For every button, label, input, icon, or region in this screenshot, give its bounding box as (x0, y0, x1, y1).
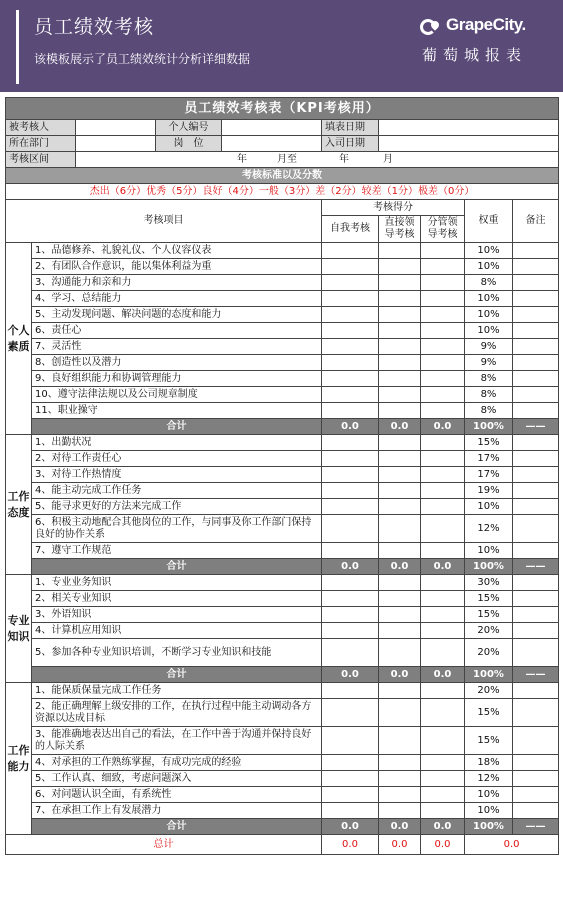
subtotal-leader: 0.0 (379, 559, 421, 575)
manager-score-cell[interactable] (421, 307, 465, 323)
self-score-cell[interactable] (322, 387, 379, 403)
weight-cell: 10% (465, 803, 513, 819)
grand-total-self: 0.0 (322, 835, 379, 855)
note-cell[interactable] (513, 543, 559, 559)
weight-cell: 18% (465, 755, 513, 771)
weight-cell: 19% (465, 483, 513, 499)
note-cell[interactable] (513, 607, 559, 623)
item-text: 9、良好组织能力和协调管理能力 (32, 371, 322, 387)
weight-cell: 10% (465, 291, 513, 307)
manager-score-cell[interactable] (421, 699, 465, 727)
leader-score-cell[interactable] (379, 467, 421, 483)
self-score-cell[interactable] (322, 683, 379, 699)
table-row (6, 771, 559, 787)
page-subtitle: 该模板展示了员工绩效统计分析详细数据 (34, 52, 251, 66)
table-row (6, 307, 559, 323)
weight-cell: 9% (465, 355, 513, 371)
period-label: 考核区间 (6, 152, 76, 168)
item-text: 7、在承担工作上有发展潜力 (32, 803, 322, 819)
manager-score-cell[interactable] (421, 499, 465, 515)
leader-score-cell[interactable] (379, 623, 421, 639)
category-label: 个人素质 (6, 243, 32, 435)
leader-score-cell[interactable] (379, 435, 421, 451)
subtotal-row (6, 559, 559, 575)
item-text: 4、能主动完成工作任务 (32, 483, 322, 499)
manager-score-cell[interactable] (421, 371, 465, 387)
category-label: 专业知识 (6, 575, 32, 683)
manager-score-cell[interactable] (421, 727, 465, 755)
subtotal-self: 0.0 (322, 819, 379, 835)
note-cell[interactable] (513, 243, 559, 259)
manager-score-cell[interactable] (421, 787, 465, 803)
note-cell[interactable] (513, 499, 559, 515)
self-score-cell[interactable] (322, 339, 379, 355)
manager-score-cell[interactable] (421, 755, 465, 771)
subtotal-weight: 100% (465, 419, 513, 435)
weight-cell: 15% (465, 607, 513, 623)
table-row (6, 499, 559, 515)
leader-score-cell[interactable] (379, 727, 421, 755)
self-score-cell[interactable] (322, 451, 379, 467)
leader-score-cell[interactable] (379, 771, 421, 787)
subtotal-note: —— (513, 819, 559, 835)
manager-score-cell[interactable] (421, 803, 465, 819)
subtotal-self: 0.0 (322, 559, 379, 575)
leader-score-cell[interactable] (379, 291, 421, 307)
subtotal-self: 0.0 (322, 667, 379, 683)
manager-score-cell[interactable] (421, 339, 465, 355)
manager-score-cell[interactable] (421, 387, 465, 403)
leader-score-cell[interactable] (379, 275, 421, 291)
subtotal-row (6, 819, 559, 835)
col-leader-header: 直接领导考核 (379, 216, 421, 243)
manager-score-cell[interactable] (421, 275, 465, 291)
leader-score-cell[interactable] (379, 243, 421, 259)
self-score-cell[interactable] (322, 323, 379, 339)
personal-no-value[interactable] (222, 120, 322, 136)
manager-score-cell[interactable] (421, 543, 465, 559)
weight-cell: 8% (465, 371, 513, 387)
self-score-cell[interactable] (322, 355, 379, 371)
table-row (6, 291, 559, 307)
manager-score-cell[interactable] (421, 575, 465, 591)
item-text: 1、专业业务知识 (32, 575, 322, 591)
note-cell[interactable] (513, 699, 559, 727)
assessee-label: 被考核人 (6, 120, 76, 136)
col-self-header: 自我考核 (322, 216, 379, 243)
grapecity-logo (420, 14, 526, 36)
table-row (6, 575, 559, 591)
note-cell[interactable] (513, 787, 559, 803)
self-score-cell[interactable] (322, 639, 379, 667)
join-date-label: 入司日期 (322, 136, 379, 152)
manager-score-cell[interactable] (421, 435, 465, 451)
item-text: 10、遵守法律法规以及公司规章制度 (32, 387, 322, 403)
department-value[interactable] (76, 136, 156, 152)
note-cell[interactable] (513, 683, 559, 699)
leader-score-cell[interactable] (379, 307, 421, 323)
sheet-title: 员工绩效考核表（KPI考核用） (6, 98, 559, 120)
manager-score-cell[interactable] (421, 403, 465, 419)
weight-cell: 10% (465, 323, 513, 339)
table-row (6, 639, 559, 667)
subtotal-leader: 0.0 (379, 819, 421, 835)
table-row (6, 755, 559, 771)
self-score-cell[interactable] (322, 371, 379, 387)
manager-score-cell[interactable] (421, 323, 465, 339)
col-weight-header: 权重 (465, 200, 513, 243)
table-row (6, 543, 559, 559)
item-text: 1、能保质保量完成工作任务 (32, 683, 322, 699)
kpi-sheet (5, 97, 558, 855)
weight-cell: 30% (465, 575, 513, 591)
table-row (6, 467, 559, 483)
manager-score-cell[interactable] (421, 483, 465, 499)
table-row (6, 371, 559, 387)
grand-total-label: 总计 (6, 835, 322, 855)
subtotal-manager: 0.0 (421, 419, 465, 435)
weight-cell: 15% (465, 727, 513, 755)
item-text: 8、创造性以及潜力 (32, 355, 322, 371)
grand-total-leader: 0.0 (379, 835, 421, 855)
item-text: 4、学习、总结能力 (32, 291, 322, 307)
subtotal-manager: 0.0 (421, 819, 465, 835)
col-item-header: 考核项目 (6, 200, 322, 243)
item-text: 1、品德修养、礼貌礼仪、个人仪容仪表 (32, 243, 322, 259)
note-cell[interactable] (513, 451, 559, 467)
weight-cell: 8% (465, 275, 513, 291)
grand-total-weight: 0.0 (465, 835, 559, 855)
manager-score-cell[interactable] (421, 355, 465, 371)
self-score-cell[interactable] (322, 435, 379, 451)
note-cell[interactable] (513, 803, 559, 819)
manager-score-cell[interactable] (421, 467, 465, 483)
weight-cell: 17% (465, 467, 513, 483)
weight-cell: 15% (465, 699, 513, 727)
table-row (6, 339, 559, 355)
self-score-cell[interactable] (322, 787, 379, 803)
note-cell[interactable] (513, 639, 559, 667)
table-row (6, 403, 559, 419)
subtotal-weight: 100% (465, 667, 513, 683)
item-text: 3、外语知识 (32, 607, 322, 623)
item-text: 6、积极主动地配合其他岗位的工作，与同事及你工作部门保持良好的协作关系 (32, 515, 322, 543)
item-text: 2、能正确理解上级安排的工作，在执行过程中能主动调动各方资源以达成目标 (32, 699, 322, 727)
leader-score-cell[interactable] (379, 787, 421, 803)
manager-score-cell[interactable] (421, 259, 465, 275)
weight-cell: 9% (465, 339, 513, 355)
self-score-cell[interactable] (322, 307, 379, 323)
page-header (0, 0, 563, 92)
self-score-cell[interactable] (322, 699, 379, 727)
table-row (6, 803, 559, 819)
leader-score-cell[interactable] (379, 575, 421, 591)
header-accent-bar (16, 10, 19, 84)
weight-cell: 10% (465, 499, 513, 515)
self-score-cell[interactable] (322, 275, 379, 291)
weight-cell: 10% (465, 543, 513, 559)
note-cell[interactable] (513, 575, 559, 591)
note-cell[interactable] (513, 371, 559, 387)
note-cell[interactable] (513, 275, 559, 291)
table-row (6, 243, 559, 259)
subtotal-note: —— (513, 667, 559, 683)
leader-score-cell[interactable] (379, 543, 421, 559)
self-score-cell[interactable] (322, 259, 379, 275)
item-text: 3、沟通能力和亲和力 (32, 275, 322, 291)
item-text: 6、对问题认识全面，有系统性 (32, 787, 322, 803)
self-score-cell[interactable] (322, 803, 379, 819)
note-cell[interactable] (513, 355, 559, 371)
manager-score-cell[interactable] (421, 515, 465, 543)
subtotal-manager: 0.0 (421, 667, 465, 683)
note-cell[interactable] (513, 515, 559, 543)
weight-cell: 20% (465, 683, 513, 699)
leader-score-cell[interactable] (379, 387, 421, 403)
weight-cell: 10% (465, 243, 513, 259)
item-text: 6、责任心 (32, 323, 322, 339)
note-cell[interactable] (513, 435, 559, 451)
weight-cell: 15% (465, 591, 513, 607)
self-score-cell[interactable] (322, 291, 379, 307)
grand-total-row (6, 835, 559, 855)
manager-score-cell[interactable] (421, 291, 465, 307)
grand-total-manager: 0.0 (421, 835, 465, 855)
self-score-cell[interactable] (322, 499, 379, 515)
weight-cell: 12% (465, 515, 513, 543)
table-row (6, 727, 559, 755)
weight-cell: 10% (465, 259, 513, 275)
table-row (6, 259, 559, 275)
assessee-value[interactable] (76, 120, 156, 136)
leader-score-cell[interactable] (379, 639, 421, 667)
grapecity-logo-icon (420, 18, 440, 32)
item-text: 4、计算机应用知识 (32, 623, 322, 639)
join-date-value[interactable] (379, 136, 559, 152)
period-year-1: 年 (237, 153, 247, 165)
weight-cell: 20% (465, 639, 513, 667)
leader-score-cell[interactable] (379, 451, 421, 467)
table-row (6, 355, 559, 371)
item-text: 1、出勤状况 (32, 435, 322, 451)
note-cell[interactable] (513, 483, 559, 499)
self-score-cell[interactable] (322, 755, 379, 771)
table-row (6, 451, 559, 467)
item-text: 2、有团队合作意识，能以集体利益为重 (32, 259, 322, 275)
table-row (6, 699, 559, 727)
self-score-cell[interactable] (322, 543, 379, 559)
subtotal-weight: 100% (465, 819, 513, 835)
note-cell[interactable] (513, 387, 559, 403)
self-score-cell[interactable] (322, 403, 379, 419)
table-row (6, 275, 559, 291)
table-row (6, 323, 559, 339)
note-cell[interactable] (513, 771, 559, 787)
leader-score-cell[interactable] (379, 499, 421, 515)
item-text: 11、职业操守 (32, 403, 322, 419)
weight-cell: 17% (465, 451, 513, 467)
item-text: 3、对待工作热情度 (32, 467, 322, 483)
manager-score-cell[interactable] (421, 591, 465, 607)
note-cell[interactable] (513, 339, 559, 355)
item-text: 5、工作认真、细致，考虑问题深入 (32, 771, 322, 787)
table-row (6, 435, 559, 451)
note-cell[interactable] (513, 727, 559, 755)
self-score-cell[interactable] (322, 727, 379, 755)
subtotal-leader: 0.0 (379, 419, 421, 435)
subtotal-row (6, 419, 559, 435)
manager-score-cell[interactable] (421, 451, 465, 467)
leader-score-cell[interactable] (379, 355, 421, 371)
subtotal-manager: 0.0 (421, 559, 465, 575)
self-score-cell[interactable] (322, 483, 379, 499)
self-score-cell[interactable] (322, 515, 379, 543)
table-row (6, 515, 559, 543)
department-label: 所在部门 (6, 136, 76, 152)
leader-score-cell[interactable] (379, 371, 421, 387)
leader-score-cell[interactable] (379, 755, 421, 771)
table-row (6, 387, 559, 403)
logo-text: GrapeCity. (446, 15, 526, 34)
fill-date-label: 填表日期 (322, 120, 379, 136)
weight-cell: 20% (465, 623, 513, 639)
table-row (6, 623, 559, 639)
category-label: 工作能力 (6, 683, 32, 835)
subtotal-label: 合计 (32, 819, 322, 835)
col-score-header: 考核得分 (322, 200, 465, 216)
kpi-table (5, 97, 559, 855)
standard-title: 考核标准以及分数 (6, 168, 559, 184)
period-month-to: 月至 (277, 153, 297, 165)
subtotal-label: 合计 (32, 419, 322, 435)
weight-cell: 8% (465, 403, 513, 419)
note-cell[interactable] (513, 291, 559, 307)
manager-score-cell[interactable] (421, 607, 465, 623)
manager-score-cell[interactable] (421, 683, 465, 699)
weight-cell: 15% (465, 435, 513, 451)
self-score-cell[interactable] (322, 575, 379, 591)
item-text: 5、能寻求更好的方法来完成工作 (32, 499, 322, 515)
leader-score-cell[interactable] (379, 515, 421, 543)
position-label: 岗 位 (156, 136, 222, 152)
col-manager-header: 分管领导考核 (421, 216, 465, 243)
note-cell[interactable] (513, 755, 559, 771)
fill-date-value[interactable] (379, 120, 559, 136)
personal-no-label: 个人编号 (156, 120, 222, 136)
item-text: 3、能准确地表达出自己的看法，在工作中善于沟通并保持良好的人际关系 (32, 727, 322, 755)
leader-score-cell[interactable] (379, 403, 421, 419)
note-cell[interactable] (513, 307, 559, 323)
leader-score-cell[interactable] (379, 339, 421, 355)
table-row (6, 591, 559, 607)
note-cell[interactable] (513, 259, 559, 275)
subtotal-label: 合计 (32, 559, 322, 575)
note-cell[interactable] (513, 403, 559, 419)
table-row (6, 607, 559, 623)
self-score-cell[interactable] (322, 243, 379, 259)
category-label: 工作态度 (6, 435, 32, 575)
table-row (6, 787, 559, 803)
brand-name: 葡萄城报表 (422, 46, 528, 64)
self-score-cell[interactable] (322, 607, 379, 623)
table-row (6, 683, 559, 699)
leader-score-cell[interactable] (379, 259, 421, 275)
leader-score-cell[interactable] (379, 803, 421, 819)
note-cell[interactable] (513, 467, 559, 483)
weight-cell: 12% (465, 771, 513, 787)
item-text: 4、对承担的工作熟练掌握，有成功完成的经验 (32, 755, 322, 771)
manager-score-cell[interactable] (421, 243, 465, 259)
item-text: 5、主动发现问题、解决问题的态度和能力 (32, 307, 322, 323)
self-score-cell[interactable] (322, 467, 379, 483)
self-score-cell[interactable] (322, 623, 379, 639)
subtotal-note: —— (513, 559, 559, 575)
item-text: 2、对待工作责任心 (32, 451, 322, 467)
subtotal-label: 合计 (32, 667, 322, 683)
item-text: 7、灵活性 (32, 339, 322, 355)
page-title: 员工绩效考核 (34, 16, 155, 38)
subtotal-self: 0.0 (322, 419, 379, 435)
subtotal-leader: 0.0 (379, 667, 421, 683)
note-cell[interactable] (513, 591, 559, 607)
table-row (6, 483, 559, 499)
subtotal-weight: 100% (465, 559, 513, 575)
item-text: 7、遵守工作规范 (32, 543, 322, 559)
standard-text: 杰出（6分）优秀（5分）良好（4分）一般（3分）差（2分）较差（1分）极差（0分） (6, 184, 559, 200)
position-value[interactable] (222, 136, 322, 152)
manager-score-cell[interactable] (421, 639, 465, 667)
note-cell[interactable] (513, 323, 559, 339)
period-value[interactable] (76, 152, 559, 168)
leader-score-cell[interactable] (379, 607, 421, 623)
manager-score-cell[interactable] (421, 623, 465, 639)
subtotal-note: —— (513, 419, 559, 435)
leader-score-cell[interactable] (379, 699, 421, 727)
weight-cell: 8% (465, 387, 513, 403)
item-text: 5、参加各种专业知识培训，不断学习专业知识和技能 (32, 639, 322, 667)
col-note-header: 备注 (513, 200, 559, 243)
leader-score-cell[interactable] (379, 683, 421, 699)
manager-score-cell[interactable] (421, 771, 465, 787)
weight-cell: 10% (465, 787, 513, 803)
leader-score-cell[interactable] (379, 323, 421, 339)
weight-cell: 10% (465, 307, 513, 323)
note-cell[interactable] (513, 623, 559, 639)
period-year-2: 年 (339, 153, 349, 165)
self-score-cell[interactable] (322, 771, 379, 787)
item-text: 2、相关专业知识 (32, 591, 322, 607)
period-month-2: 月 (383, 153, 393, 165)
subtotal-row (6, 667, 559, 683)
leader-score-cell[interactable] (379, 591, 421, 607)
self-score-cell[interactable] (322, 591, 379, 607)
leader-score-cell[interactable] (379, 483, 421, 499)
